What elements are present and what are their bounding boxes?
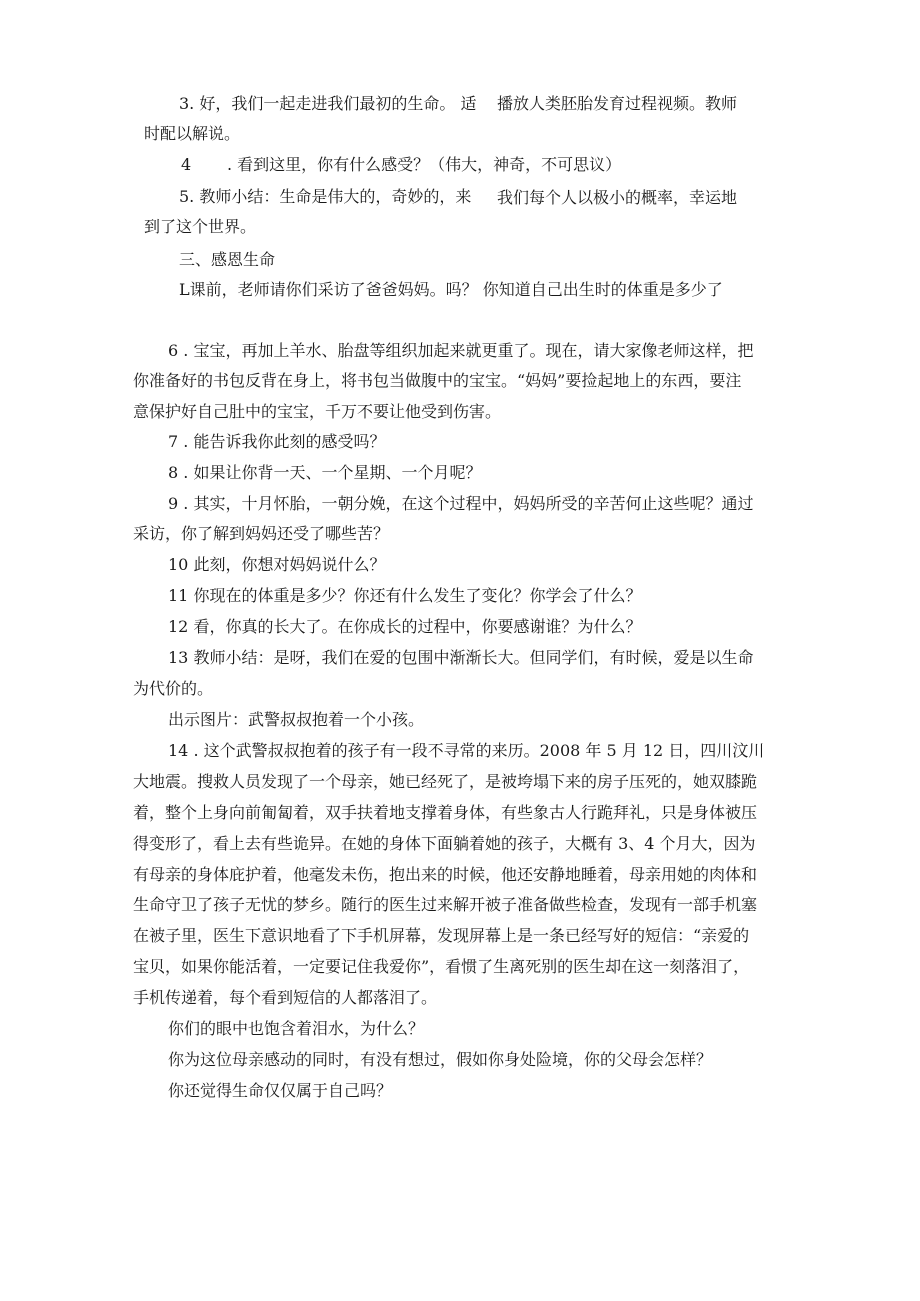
paragraph-line: 10 此刻，你想对妈妈说什么？ [168, 555, 386, 574]
paragraph-line: 播放人类胚胎发育过程视频。教师 [497, 94, 738, 113]
paragraph-line: 9 . 其实，十月怀胎，一朝分娩，在这个过程中，妈妈所受的辛苦何止这些呢？通过 [168, 494, 754, 513]
paragraph-line: 有母亲的身体庇护着，他毫发未伤，抱出来的时候，他还安静地睡着，母亲用她的肉体和 [133, 865, 758, 884]
paragraph-line: 大地震。搜救人员发现了一个母亲，她已经死了，是被垮塌下来的房子压死的，她双膝跪 [133, 772, 758, 791]
paragraph-line: 到了这个世界。 [144, 217, 257, 236]
paragraph-line: L课前，老师请你们采访了爸爸妈妈。吗？ 你知道自己出生时的体重是多少了 [179, 280, 723, 299]
paragraph-line: 14 . 这个武警叔叔抱着的孩子有一段不寻常的来历。2008 年 5 月 12 日，四川汶川 [168, 741, 765, 760]
paragraph-line: 你还觉得生命仅仅属于自己吗？ [168, 1081, 393, 1100]
paragraph-line: 时配以解说。 [144, 124, 241, 143]
paragraph-line: 得变形了，看上去有些诡异。在她的身体下面躺着她的孩子，大概有 3、4 个月大，因为 [133, 834, 756, 853]
paragraph-line: 你准备好的书包反背在身上，将书包当做腹中的宝宝。“妈妈”要捡起地上的东西，要注 [133, 371, 742, 390]
paragraph-line: 3. 好，我们一起走进我们最初的生命。 适 [179, 94, 477, 113]
section-heading: 三、感恩生命 [179, 250, 276, 269]
paragraph-line: 4 [181, 155, 192, 174]
paragraph-line: 着，整个上身向前匍匐着，双手扶着地支撑着身体，有些象古人行跪拜礼，只是身体被压 [133, 803, 758, 822]
paragraph-line: 为代价的。 [133, 679, 214, 698]
paragraph-line: 6 . 宝宝，再加上羊水、胎盘等组织加起来就更重了。现在，请大家像老师这样，把 [168, 341, 754, 360]
paragraph-line: 5. 教师小结：生命是伟大的，奇妙的，来 [179, 187, 472, 206]
paragraph-line: 出示图片：武警叔叔抱着一个小孩。 [168, 710, 425, 729]
paragraph-line: 在被子里，医生下意识地看了下手机屏幕，发现屏幕上是一条已经写好的短信：“亲爱的 [133, 926, 750, 945]
paragraph-line: 你们的眼中也饱含着泪水，为什么？ [168, 1019, 425, 1038]
paragraph-line: 7 . 能告诉我你此刻的感受吗？ [168, 432, 386, 451]
paragraph-line: 8 . 如果让你背一天、一个星期、一个月呢？ [168, 463, 482, 482]
paragraph-line: 11 你现在的体重是多少？你还有什么发生了变化？你学会了什么？ [168, 586, 642, 605]
paragraph-line: 我们每个人以极小的概率，幸运地 [497, 188, 738, 207]
paragraph-line: 意保护好自己肚中的宝宝，千万不要让他受到伤害。 [133, 402, 502, 421]
paragraph-line: 你为这位母亲感动的同时，有没有想过，假如你身处险境，你的父母会怎样？ [168, 1050, 713, 1069]
paragraph-line: 宝贝，如果你能活着，一定要记住我爱你”，看惯了生离死别的医生却在这一刻落泪了， [133, 957, 750, 976]
paragraph-line: 采访，你了解到妈妈还受了哪些苦？ [133, 524, 390, 543]
paragraph-line: . 看到这里，你有什么感受？（伟大，神奇，不可思议） [227, 155, 622, 174]
paragraph-line: 12 看，你真的长大了。在你成长的过程中，你要感谢谁？为什么？ [168, 617, 642, 636]
paragraph-line: 生命守卫了孩子无忧的梦乡。随行的医生过来解开被子准备做些检查，发现有一部手机塞 [133, 895, 758, 914]
paragraph-line: 手机传递着，每个看到短信的人都落泪了。 [133, 988, 438, 1007]
paragraph-line: 13 教师小结：是呀，我们在爱的包围中渐渐长大。但同学们，有时候，爱是以生命 [168, 648, 754, 667]
